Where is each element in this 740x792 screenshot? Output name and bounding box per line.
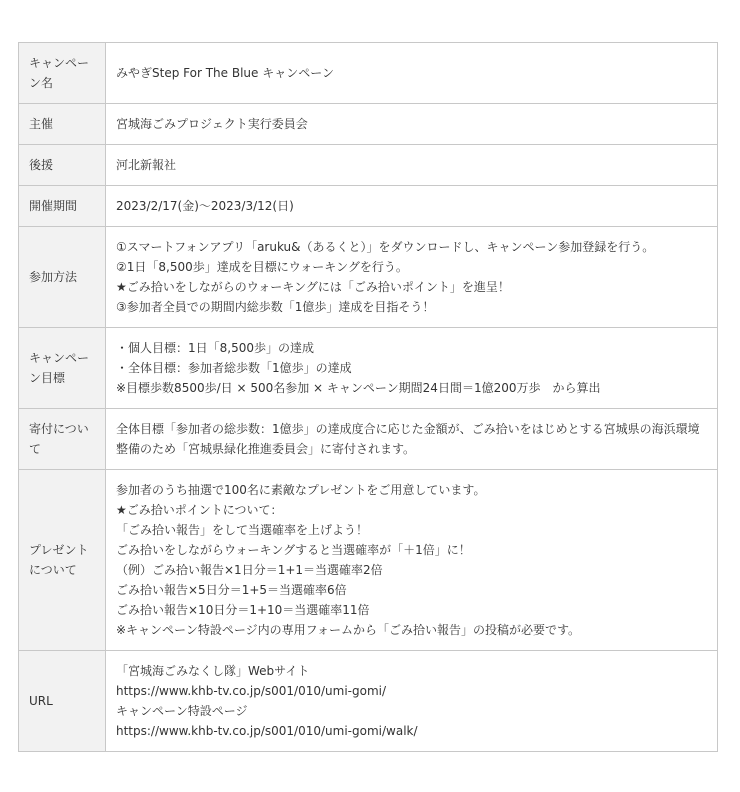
- url-campaign-title: キャンペーン特設ページ: [116, 704, 248, 718]
- goal-line-1: ・個人目標：1日「8,500歩」の達成: [116, 341, 314, 355]
- value-participation: [106, 227, 718, 328]
- label-url: URL: [19, 651, 106, 752]
- value-goal: [106, 328, 718, 409]
- present-line-4: ごみ拾いをしながらウォーキングすると当選確率が「＋1倍」に！: [116, 543, 471, 557]
- goal-line-2: ・全体目標：参加者総歩数「1億歩」の達成: [116, 361, 352, 375]
- participation-line-4: ③参加者全員での期間内総歩数「1億歩」達成を目指そう！: [116, 300, 435, 314]
- present-line-7: ごみ拾い報告×10日分＝1+10＝当選確率11倍: [116, 603, 370, 617]
- row-donation: [19, 409, 718, 470]
- label-period: 開催期間: [19, 186, 106, 227]
- label-sponsor: 後援: [19, 145, 106, 186]
- label-goal: キャンペーン目標: [19, 328, 106, 409]
- organizer-text: 宮城海ごみプロジェクト実行委員会: [116, 117, 308, 131]
- value-organizer: [106, 104, 718, 145]
- donation-text: 全体目標「参加者の総歩数：1億歩」の達成度合に応じた金額が、ごみ拾いをはじめとする宮城県の海浜環境整備のため「宮城県緑化推進委員会」に寄付されます。: [116, 422, 700, 456]
- present-line-8: ※キャンペーン特設ページ内の専用フォームから「ごみ拾い報告」の投稿が必要です。: [116, 623, 581, 637]
- present-line-2: ★ごみ拾いポイントについて：: [116, 503, 283, 517]
- value-sponsor: [106, 145, 718, 186]
- value-campaign-name: [106, 43, 718, 104]
- url-site-link[interactable]: https://www.khb-tv.co.jp/s001/010/umi-gomi/: [116, 684, 387, 698]
- participation-line-3: ★ごみ拾いをしながらのウォーキングには「ごみ拾いポイント」を進呈！: [116, 280, 510, 294]
- campaign-info-table: [18, 42, 718, 752]
- goal-line-3: ※目標歩数8500歩/日 × 500名参加 × キャンペーン期間24日間＝1億200万歩 から算出: [116, 381, 601, 395]
- row-campaign-name: [19, 43, 718, 104]
- url-site-title: 「宮城海ごみなくし隊」Webサイト: [116, 664, 310, 678]
- present-line-3: 「ごみ拾い報告」をして当選確率を上げよう！: [116, 523, 369, 537]
- present-line-1: 参加者のうち抽選で100名に素敵なプレゼントをご用意しています。: [116, 483, 486, 497]
- row-sponsor: [19, 145, 718, 186]
- url-campaign-link[interactable]: https://www.khb-tv.co.jp/s001/010/umi-gomi/walk/: [116, 724, 418, 738]
- participation-line-1: ①スマートフォンアプリ「aruku&（あるくと）」をダウンロードし、キャンペーン参加登録を行う。: [116, 240, 655, 254]
- row-participation: [19, 227, 718, 328]
- label-campaign-name: キャンペーン名: [19, 43, 106, 104]
- sponsor-text: 河北新報社: [116, 158, 177, 172]
- present-line-6: ごみ拾い報告×5日分＝1+5＝当選確率6倍: [116, 583, 347, 597]
- row-organizer: [19, 104, 718, 145]
- row-period: [19, 186, 718, 227]
- value-period: [106, 186, 718, 227]
- label-organizer: 主催: [19, 104, 106, 145]
- period-text: 2023/2/17(金)〜2023/3/12(日): [116, 199, 294, 213]
- label-donation: 寄付について: [19, 409, 106, 470]
- value-donation: [106, 409, 718, 470]
- label-present: プレゼントについて: [19, 470, 106, 651]
- label-participation: 参加方法: [19, 227, 106, 328]
- campaign-name-text: みやぎStep For The Blue キャンペーン: [116, 66, 334, 80]
- participation-line-2: ②1日「8,500歩」達成を目標にウォーキングを行う。: [116, 260, 408, 274]
- value-present: [106, 470, 718, 651]
- row-url: [19, 651, 718, 752]
- value-url: [106, 651, 718, 752]
- row-goal: [19, 328, 718, 409]
- row-present: [19, 470, 718, 651]
- present-line-5: （例）ごみ拾い報告×1日分＝1+1＝当選確率2倍: [116, 563, 383, 577]
